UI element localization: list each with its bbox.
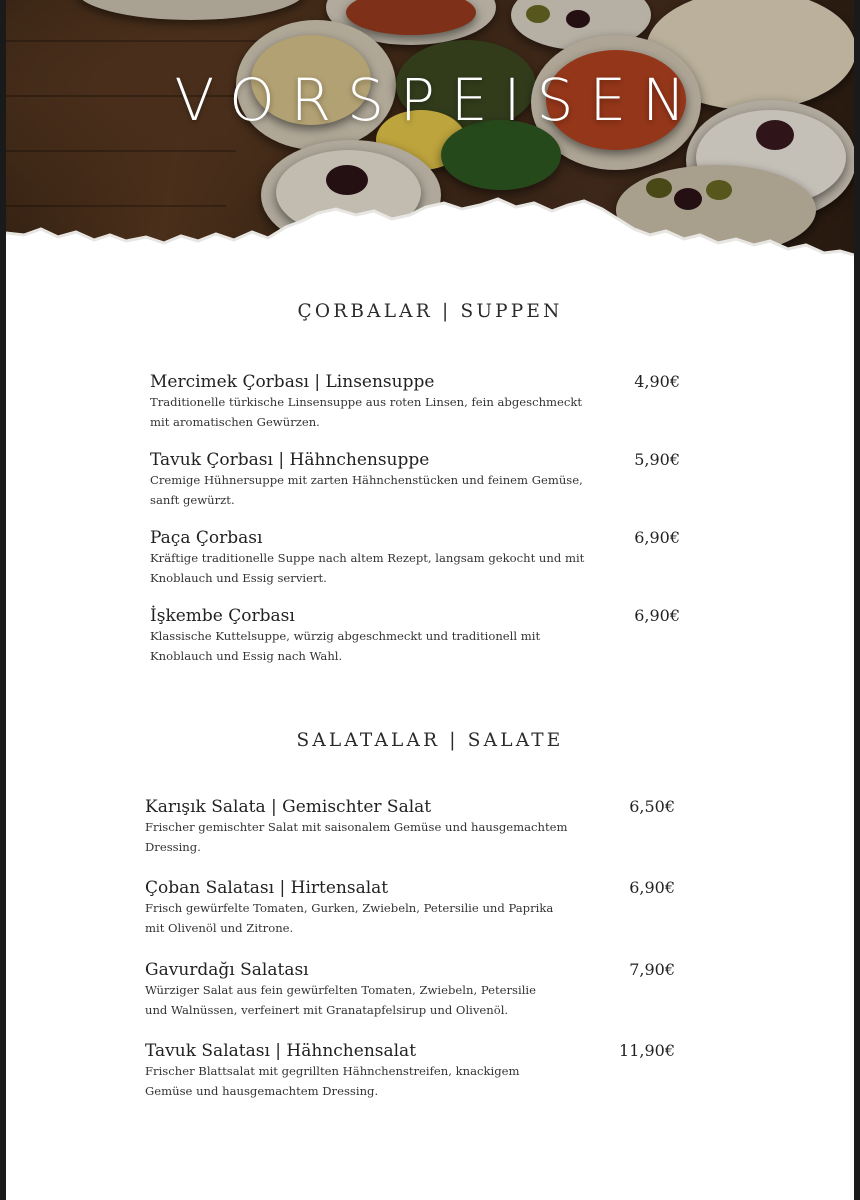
item-name: İşkembe Çorbası [150, 606, 295, 626]
menu-item [145, 877, 675, 938]
menu-item [150, 371, 680, 432]
item-price: 11,90€ [619, 1041, 675, 1060]
item-description: Frischer gemischter Salat mit saisonalem Gemüse und hausgemachtem Dressing. [145, 820, 568, 854]
item-price: 6,90€ [634, 528, 680, 547]
item-description: Frisch gewürfelte Tomaten, Gurken, Zwiebeln, Petersilie und Paprika mit Olivenöl und Zitrone. [145, 901, 554, 935]
menu-page [6, 0, 854, 1200]
item-description: Klassische Kuttelsuppe, würzig abgeschmeckt und traditionell mit Knoblauch und Essig nach Wahl. [150, 629, 541, 663]
item-name: Mercimek Çorbası | Linsensuppe [150, 372, 435, 392]
page-title: VORSPEISEN [174, 66, 702, 134]
item-description: Cremige Hühnersuppe mit zarten Hähnchenstücken und feinem Gemüse, sanft gewürzt. [150, 473, 583, 507]
item-description: Würziger Salat aus fein gewürfelten Tomaten, Zwiebeln, Petersilie und Walnüssen, verfeinert mit Granatapfelsirup und Olivenöl. [145, 983, 536, 1017]
item-price: 6,90€ [629, 878, 675, 897]
item-price: 6,90€ [634, 606, 680, 625]
item-price: 5,90€ [634, 450, 680, 469]
item-description: Traditionelle türkische Linsensuppe aus roten Linsen, fein abgeschmeckt mit aromatischen Gewürzen. [150, 395, 583, 429]
menu-item [145, 1040, 675, 1101]
item-name: Gavurdağı Salatası [145, 960, 309, 980]
item-name: Karışık Salata | Gemischter Salat [145, 797, 432, 817]
item-price: 7,90€ [629, 960, 675, 979]
item-name: Tavuk Çorbası | Hähnchensuppe [150, 450, 430, 470]
item-description: Kräftige traditionelle Suppe nach altem Rezept, langsam gekocht und mit Knoblauch und Essig serviert. [150, 551, 585, 585]
menu-item [150, 449, 680, 510]
item-price: 4,90€ [634, 372, 680, 391]
menu-item [150, 605, 680, 666]
item-name: Çoban Salatası | Hirtensalat [145, 878, 389, 898]
torn-paper-edge [6, 185, 854, 280]
menu-item [145, 796, 675, 857]
item-price: 6,50€ [629, 797, 675, 816]
menu-item [150, 527, 680, 588]
item-name: Paça Çorbası [150, 528, 263, 548]
item-description: Frischer Blattsalat mit gegrillten Hähnchenstreifen, knackigem Gemüse und hausgemachtem Dressing. [145, 1064, 520, 1098]
section-title-suppen: ÇORBALAR | SUPPEN [297, 301, 563, 322]
section-title-salate: SALATALAR | SALATE [296, 730, 564, 751]
menu-item [145, 959, 675, 1020]
item-name: Tavuk Salatası | Hähnchensalat [145, 1041, 417, 1061]
